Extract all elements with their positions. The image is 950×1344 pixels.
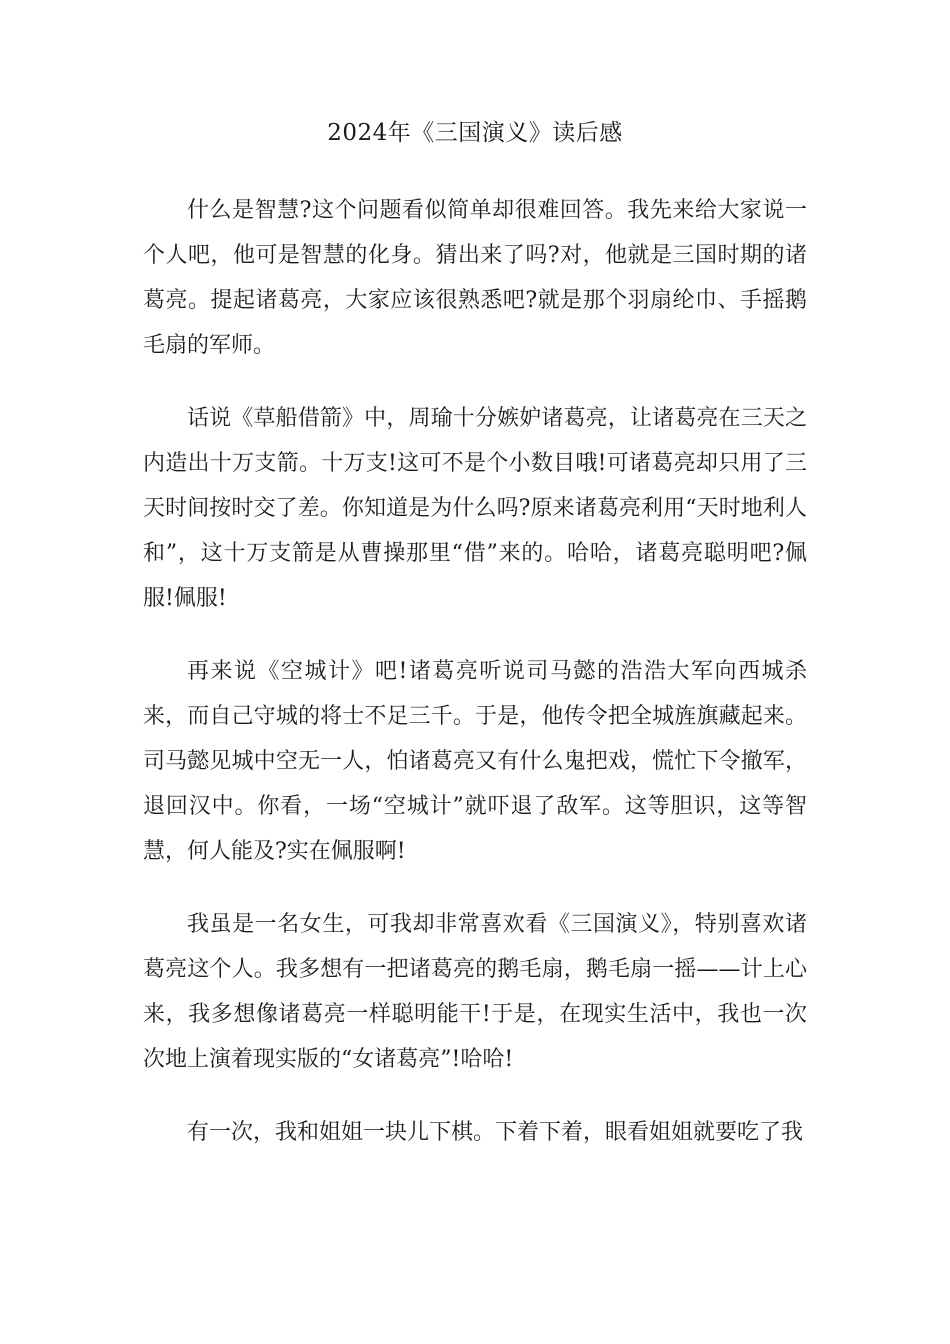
document-title: 2024年《三国演义》读后感 [327,120,623,146]
document-body [143,188,807,1183]
paragraph-1: 什么是智慧?这个问题看似简单却很难回答。我先来给大家说一个人吧，他可是智慧的化身。猜出来了吗?对，他就是三国时期的诸葛亮。提起诸葛亮，大家应该很熟悉吧?就是那个羽扇纶巾、手摇鹅毛扇的军师。 [143,198,807,358]
paragraph-2: 话说《草船借箭》中，周瑜十分嫉妒诸葛亮，让诸葛亮在三天之内造出十万支箭。十万支!这可不是个小数目哦!可诸葛亮却只用了三天时间按时交了差。你知道是为什么吗?原来诸葛亮利用“天时地利人和”，这十万支箭是从曹操那里“借”来的。哈哈，诸葛亮聪明吧?佩服!佩服! [143,406,807,611]
paragraph-3: 再来说《空城计》吧!诸葛亮听说司马懿的浩浩大军向西城杀来，而自己守城的将士不足三千。于是，他传令把全城旌旗藏起来。司马懿见城中空无一人，怕诸葛亮又有什么鬼把戏，慌忙下令撤军，退回汉中。你看，一场“空城计”就吓退了敌军。这等胆识，这等智慧，何人能及?实在佩服啊! [143,659,807,864]
paragraph-5: 有一次，我和姐姐一块儿下棋。下着下着，眼看姐姐就要吃了我 [187,1120,804,1145]
paragraph-4: 我虽是一名女生，可我却非常喜欢看《三国演义》，特别喜欢诸葛亮这个人。我多想有一把诸葛亮的鹅毛扇，鹅毛扇一摇——计上心来，我多想像诸葛亮一样聪明能干!于是，在现实生活中，我也一次次地上演着现实版的“女诸葛亮”!哈哈! [143,912,807,1072]
